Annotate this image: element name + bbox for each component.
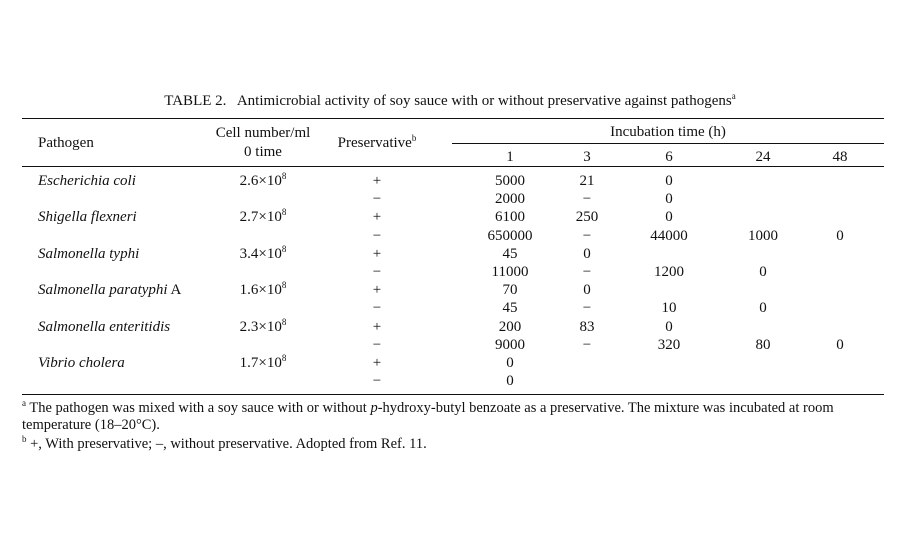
count-24h: 1000 — [748, 228, 778, 244]
footnote-b — [22, 436, 882, 453]
header-preservative — [338, 134, 417, 152]
count-3h: 83 — [579, 319, 595, 335]
pathogen-name — [38, 318, 170, 336]
count-1h: 9000 — [495, 337, 525, 353]
footnote-a-text-1: The pathogen was mixed with a soy sauce with or without — [26, 400, 371, 416]
count-6h: 0 — [665, 209, 673, 225]
pathogen-name — [38, 172, 136, 190]
header-pathogen: Pathogen — [38, 135, 94, 151]
pathogen-name-italic: Vibrio cholera — [38, 355, 125, 371]
count-24h: 80 — [755, 337, 771, 353]
header-time-48h: 48 — [832, 149, 848, 165]
table-label: TABLE 2. — [164, 93, 227, 109]
pathogen-name — [38, 208, 137, 226]
header-time-3h: 3 — [583, 149, 591, 165]
footnote-a-italic: p — [370, 400, 378, 416]
cell-number-mantissa: 1.6×10 — [239, 282, 282, 298]
header-time-1h: 1 — [506, 149, 514, 165]
header-time-6h: 6 — [665, 149, 673, 165]
cell-number-mantissa: 2.7×10 — [239, 209, 282, 225]
preservative-sign: + — [372, 246, 382, 262]
preservative-sign: + — [372, 209, 382, 225]
count-1h: 0 — [506, 355, 514, 371]
pathogen-name-italic: Escherichia coli — [38, 173, 136, 189]
count-1h: 45 — [502, 246, 518, 262]
cell-number-value — [240, 354, 287, 372]
count-1h: 6100 — [495, 209, 525, 225]
count-24h: 0 — [759, 300, 767, 316]
cell-number-exponent: 8 — [281, 280, 287, 290]
footnote-b-mark: b — [22, 434, 27, 445]
header-time-24h: 24 — [755, 149, 771, 165]
cell-number-value — [240, 245, 287, 263]
cell-number-exponent: 8 — [281, 171, 287, 181]
count-1h: 650000 — [487, 228, 533, 244]
count-6h: 1200 — [654, 264, 684, 280]
cell-number-exponent: 8 — [281, 353, 287, 363]
table-caption — [0, 93, 900, 110]
count-6h: 320 — [657, 337, 681, 353]
preservative-sign: + — [372, 173, 382, 189]
count-1h: 200 — [498, 319, 522, 335]
table-title: Antimicrobial activity of soy sauce with or without preservative against pathogens — [236, 93, 732, 109]
count-3h: 21 — [579, 173, 595, 189]
cell-number-exponent: 8 — [281, 244, 287, 254]
count-3h: − — [582, 300, 592, 316]
count-6h: 0 — [665, 173, 673, 189]
count-48h: 0 — [836, 228, 844, 244]
count-24h: 0 — [759, 264, 767, 280]
count-1h: 11000 — [491, 264, 529, 280]
cell-number-mantissa: 1.7×10 — [239, 355, 282, 371]
cell-number-mantissa: 2.6×10 — [239, 173, 282, 189]
header-preservative-label: Preservative — [337, 135, 412, 151]
footnote-a — [22, 400, 882, 434]
count-3h: 0 — [583, 246, 591, 262]
footnote-b-text: +, With preservative; –, without preservative. Adopted from Ref. 11. — [26, 436, 427, 452]
header-cell-number-line2: 0 time — [244, 144, 282, 160]
table-bottom-rule — [22, 394, 884, 395]
preservative-sign: + — [372, 355, 382, 371]
cell-number-value — [240, 208, 287, 226]
pathogen-name-suffix: A — [167, 282, 182, 298]
preservative-sign: + — [372, 319, 382, 335]
pathogen-name-italic: Salmonella paratyphi — [38, 282, 168, 298]
pathogen-name — [38, 245, 139, 263]
pathogen-name-italic: Shigella flexneri — [38, 209, 137, 225]
count-3h: 0 — [583, 282, 591, 298]
count-1h: 2000 — [495, 191, 525, 207]
cell-number-value — [240, 172, 287, 190]
count-1h: 0 — [506, 373, 514, 389]
cell-number-exponent: 8 — [281, 317, 287, 327]
preservative-sign: − — [372, 228, 382, 244]
pathogen-name — [38, 281, 181, 299]
header-incubation-time: Incubation time (h) — [610, 124, 726, 140]
cell-number-value — [240, 318, 287, 336]
pathogen-name — [38, 354, 125, 372]
count-6h: 44000 — [650, 228, 688, 244]
count-3h: − — [582, 191, 592, 207]
count-48h: 0 — [836, 337, 844, 353]
count-1h: 70 — [502, 282, 518, 298]
count-3h: 250 — [575, 209, 599, 225]
preservative-sign: − — [372, 373, 382, 389]
count-1h: 5000 — [495, 173, 525, 189]
cell-number-exponent: 8 — [281, 207, 287, 217]
preservative-sign: − — [372, 300, 382, 316]
preservative-sign: − — [372, 264, 382, 280]
top-rule — [22, 118, 884, 119]
count-6h: 0 — [665, 319, 673, 335]
count-1h: 45 — [502, 300, 518, 316]
preservative-sign: + — [372, 282, 382, 298]
footnote-a-text-2: -hydroxy-butyl benzoate as a preservative. The mixture was incubated at room temperature (18–20°C). — [22, 400, 834, 433]
incubation-rule — [452, 143, 884, 144]
cell-number-mantissa: 2.3×10 — [239, 319, 282, 335]
preservative-sign: − — [372, 191, 382, 207]
caption-footnote-mark: a — [731, 91, 736, 101]
footnote-a-mark: a — [22, 398, 26, 409]
cell-number-mantissa: 3.4×10 — [239, 246, 282, 262]
cell-number-value — [240, 281, 287, 299]
count-3h: − — [582, 264, 592, 280]
count-6h: 10 — [661, 300, 677, 316]
count-3h: − — [582, 228, 592, 244]
header-bottom-rule — [22, 166, 884, 167]
count-3h: − — [582, 337, 592, 353]
pathogen-name-italic: Salmonella enteritidis — [38, 319, 171, 335]
header-cell-number-line1: Cell number/ml — [215, 125, 311, 141]
pathogen-name-italic: Salmonella typhi — [38, 246, 140, 262]
preservative-sign: − — [372, 337, 382, 353]
count-6h: 0 — [665, 191, 673, 207]
header-preservative-footnote-mark: b — [411, 133, 417, 143]
